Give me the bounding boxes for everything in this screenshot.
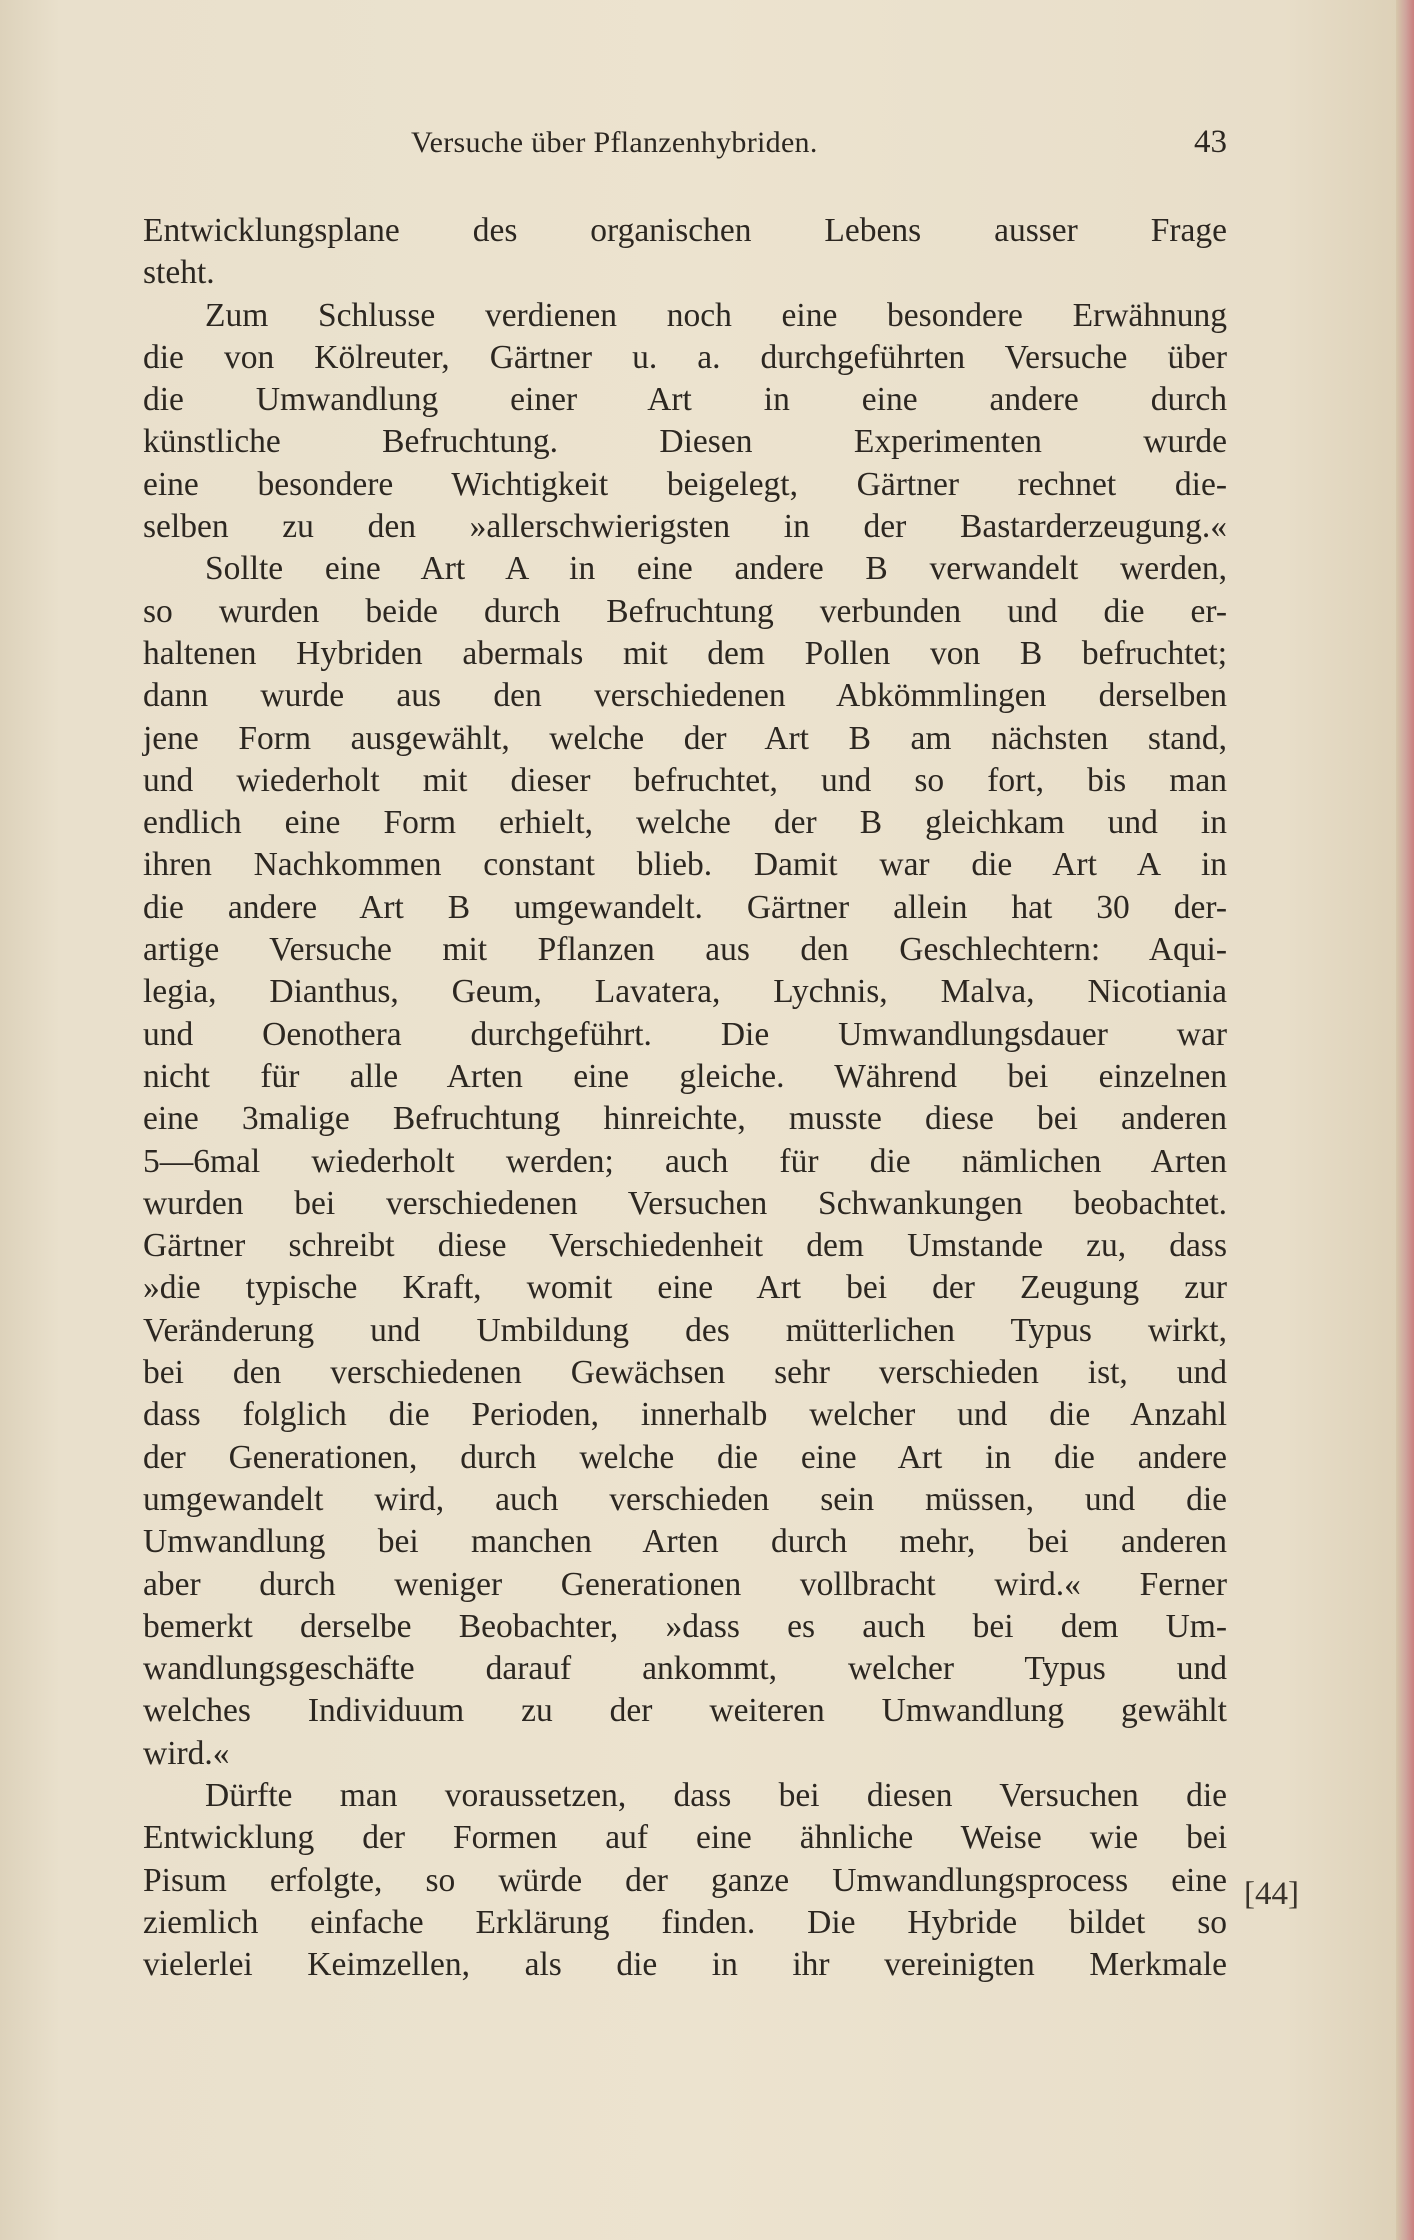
text-line: künstliche Befruchtung. Diesen Experimenten wurde: [143, 423, 1227, 461]
text-line: bei den verschiedenen Gewächsen sehr verschieden ist, und: [143, 1354, 1227, 1392]
text-line: vielerlei Keimzellen, als die in ihr vereinigten Merkmale: [143, 1946, 1227, 1984]
text-line: Entwicklungsplane des organischen Lebens ausser Frage: [143, 212, 1227, 249]
text-line: Entwicklung der Formen auf eine ähnliche Weise wie bei: [143, 1819, 1227, 1857]
running-title: Versuche über Pflanzenhybriden.: [411, 126, 818, 159]
text-line: aber durch weniger Generationen vollbracht wird.« Ferner: [143, 1565, 1227, 1603]
text-line: ihren Nachkommen constant blieb. Damit war die Art A in: [143, 846, 1227, 884]
text-line: wurden bei verschiedenen Versuchen Schwankungen beobachtet.: [143, 1184, 1227, 1222]
text-line: dass folglich die Perioden, innerhalb welcher und die Anzahl: [143, 1396, 1227, 1434]
text-line: jene Form ausgewählt, welche der Art B am nächsten stand,: [143, 719, 1227, 757]
text-line: und wiederholt mit dieser befruchtet, und so fort, bis man: [143, 761, 1227, 799]
text-line: umgewandelt wird, auch verschieden sein müssen, und die: [143, 1480, 1227, 1518]
text-line: artige Versuche mit Pflanzen aus den Geschlechtern: Aqui-: [143, 931, 1227, 969]
text-line: wird.«: [143, 1734, 230, 1772]
text-line: Sollte eine Art A in eine andere B verwandelt werden,: [205, 550, 1227, 588]
text-line: 5—6mal wiederholt werden; auch für die nämlichen Arten: [143, 1142, 1227, 1180]
running-head: [143, 122, 1227, 170]
margin-page-marker: [44]: [1244, 1876, 1299, 1912]
text-line: eine 3malige Befruchtung hinreichte, musste diese bei anderen: [143, 1100, 1227, 1138]
text-line: haltenen Hybriden abermals mit dem Pollen von B befruchtet;: [143, 634, 1227, 672]
text-line: Zum Schlusse verdienen noch eine besondere Erwähnung: [205, 296, 1227, 334]
text-line: nicht für alle Arten eine gleiche. Während bei einzelnen: [143, 1057, 1227, 1095]
body-text: [143, 210, 1227, 1986]
page-edge: [1396, 0, 1414, 2240]
text-line: wandlungsgeschäfte darauf ankommt, welcher Typus und: [143, 1650, 1227, 1688]
text-line: Umwandlung bei manchen Arten durch mehr, bei anderen: [143, 1523, 1227, 1561]
text-line: Gärtner schreibt diese Verschiedenheit dem Umstande zu, dass: [143, 1227, 1227, 1265]
text-line: welches Individuum zu der weiteren Umwandlung gewählt: [143, 1692, 1227, 1730]
text-line: ziemlich einfache Erklärung finden. Die Hybride bildet so: [143, 1903, 1227, 1941]
page-number: 43: [1194, 124, 1227, 160]
text-line: bemerkt derselbe Beobachter, »dass es auch bei dem Um-: [143, 1607, 1227, 1645]
text-line: endlich eine Form erhielt, welche der B gleichkam und in: [143, 804, 1227, 842]
text-line: selben zu den »allerschwierigsten in der Bastarderzeugung.«: [143, 508, 1227, 546]
text-line: eine besondere Wichtigkeit beigelegt, Gärtner rechnet die-: [143, 465, 1227, 503]
text-line: so wurden beide durch Befruchtung verbunden und die er-: [143, 592, 1227, 630]
text-line: die von Kölreuter, Gärtner u. a. durchgeführten Versuche über: [143, 338, 1227, 376]
text-line: dann wurde aus den verschiedenen Abkömmlingen derselben: [143, 677, 1227, 715]
text-line: Dürfte man voraussetzen, dass bei diesen Versuchen die: [205, 1776, 1227, 1814]
text-line: Pisum erfolgte, so würde der ganze Umwandlungsprocess eine: [143, 1861, 1227, 1899]
text-line: Veränderung und Umbildung des mütterlichen Typus wirkt,: [143, 1311, 1227, 1349]
text-line: die Umwandlung einer Art in eine andere durch: [143, 381, 1227, 419]
text-line: steht.: [143, 254, 215, 292]
text-line: der Generationen, durch welche die eine Art in die andere: [143, 1438, 1227, 1476]
text-line: »die typische Kraft, womit eine Art bei der Zeugung zur: [143, 1269, 1227, 1307]
text-line: legia, Dianthus, Geum, Lavatera, Lychnis, Malva, Nicotiania: [143, 973, 1227, 1011]
text-line: die andere Art B umgewandelt. Gärtner allein hat 30 der-: [143, 888, 1227, 926]
text-line: und Oenothera durchgeführt. Die Umwandlungsdauer war: [143, 1015, 1227, 1053]
